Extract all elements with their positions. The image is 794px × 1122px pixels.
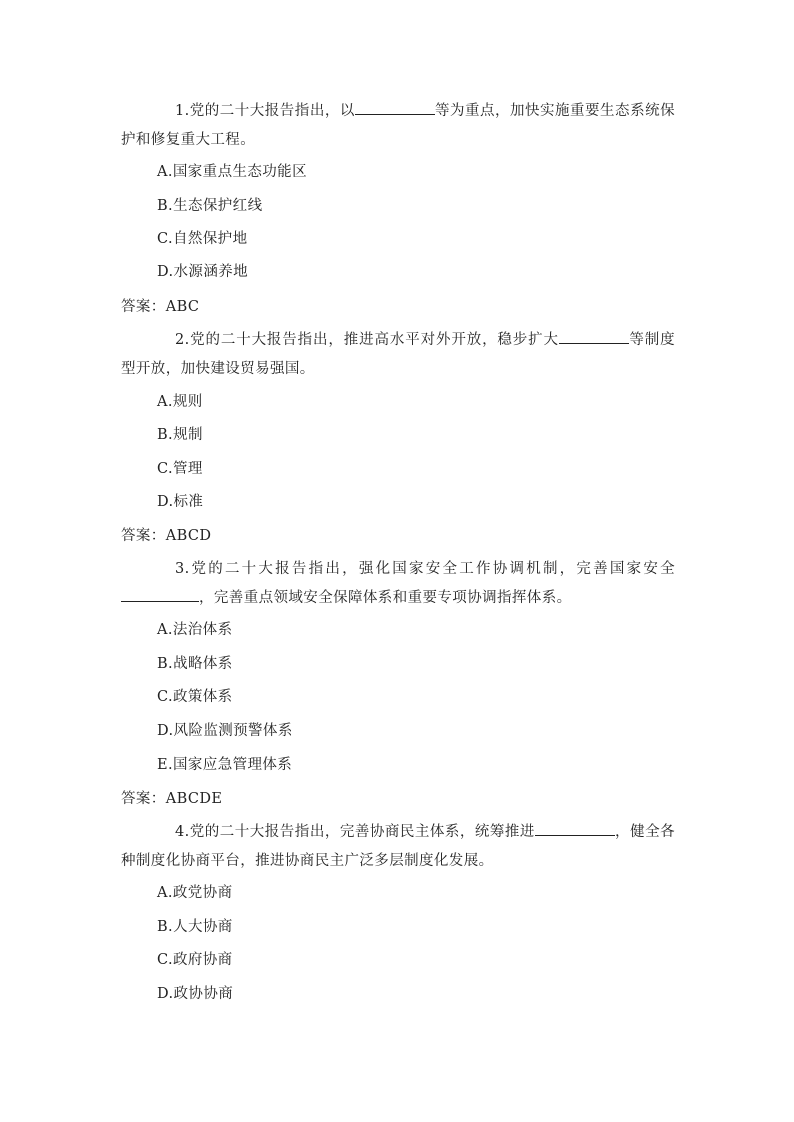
- question-2-answer: 答案：ABCD: [121, 528, 212, 544]
- question-3-stem-before: 3.党的二十大报告指出，强化国家安全工作协调机制，完善国家安全: [175, 561, 675, 577]
- question-2-stem-after: 等制度型开放，加快建设贸易强国。: [121, 332, 676, 377]
- question-2-stem-before: 2.党的二十大报告指出，推进高水平对外开放，稳步扩大: [175, 332, 559, 348]
- question-1-answer: 答案：ABC: [121, 299, 200, 315]
- question-1-option-a: A.国家重点生态功能区: [157, 164, 307, 180]
- question-1-blank: [355, 97, 435, 115]
- question-3-answer: 答案：ABCDE: [121, 791, 223, 807]
- question-3-stem: [121, 555, 675, 613]
- question-4-option-b: B.人大协商: [157, 919, 233, 935]
- question-4-option-a: A.政党协商: [157, 885, 233, 901]
- question-1-option-d: D.水源涵养地: [157, 264, 249, 280]
- question-1-stem-before: 1.党的二十大报告指出，以: [175, 103, 355, 119]
- question-3-option-a: A.法治体系: [157, 622, 233, 638]
- question-1-option-b: B.生态保护红线: [157, 198, 263, 214]
- question-2-stem: [121, 326, 675, 384]
- question-3-option-c: C.政策体系: [157, 689, 233, 705]
- question-4-option-d: D.政协协商: [157, 986, 234, 1002]
- question-1-stem: [121, 97, 675, 155]
- question-2-option-d: D.标准: [157, 494, 204, 510]
- question-2-option-a: A.规则: [157, 394, 203, 410]
- question-3-option-b: B.战略体系: [157, 656, 233, 672]
- question-2-option-c: C.管理: [157, 461, 203, 477]
- question-1-stem-after: 等为重点，加快实施重要生态系统保护和修复重大工程。: [121, 103, 675, 148]
- question-3-stem-after: ，完善重点领域安全保障体系和重要专项协调指挥体系。: [199, 590, 572, 606]
- question-4-blank: [535, 818, 615, 836]
- question-3-blank: [121, 584, 199, 602]
- question-3-option-e: E.国家应急管理体系: [157, 757, 293, 773]
- question-4-option-c: C.政府协商: [157, 952, 233, 968]
- question-4-stem-after: ，健全各种制度化协商平台，推进协商民主广泛多层制度化发展。: [121, 824, 675, 869]
- question-1-option-c: C.自然保护地: [157, 231, 248, 247]
- question-2-option-b: B.规制: [157, 427, 203, 443]
- question-3-option-d: D.风险监测预警体系: [157, 723, 293, 739]
- question-4-stem: [121, 818, 675, 876]
- question-4-stem-before: 4.党的二十大报告指出，完善协商民主体系，统筹推进: [175, 824, 535, 840]
- question-2-blank: [559, 326, 629, 344]
